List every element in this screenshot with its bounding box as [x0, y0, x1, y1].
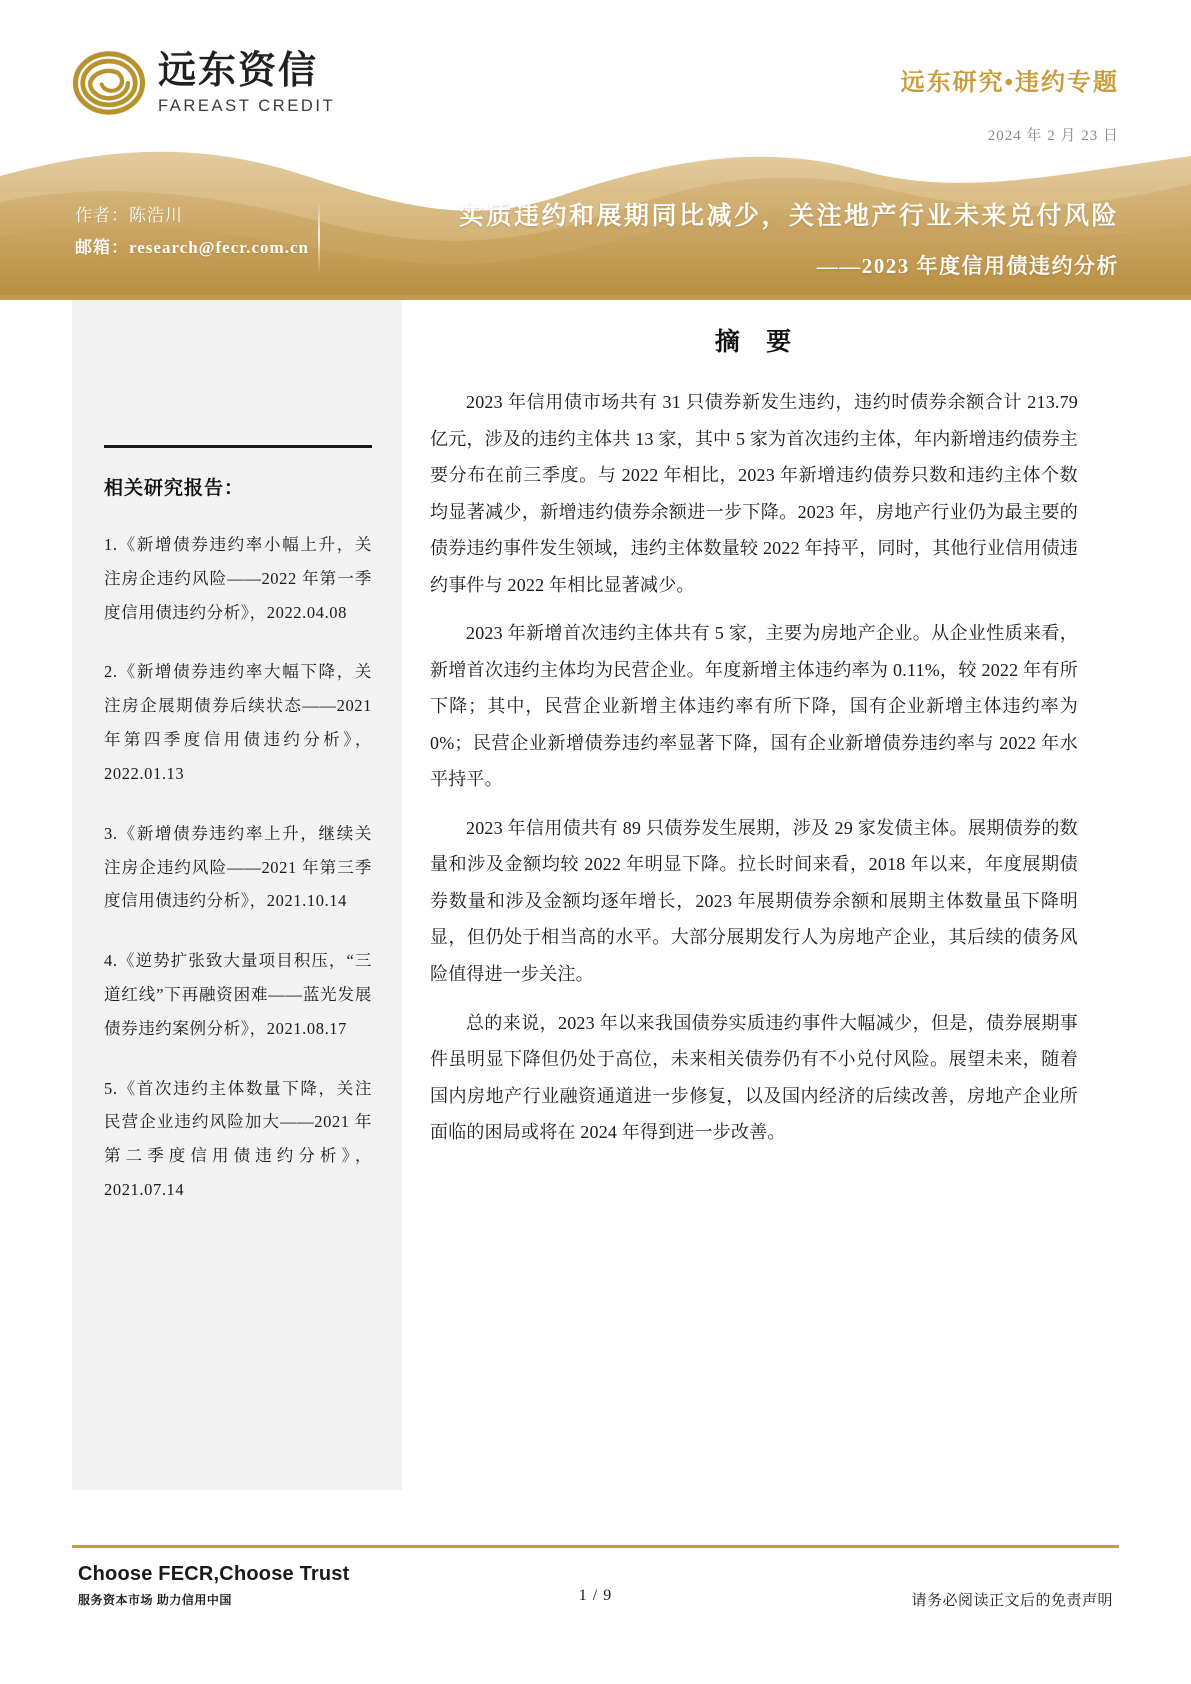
page-footer — [0, 1545, 1191, 1684]
footer-disclaimer-note: 请务必阅读正文后的免责声明 — [911, 1593, 1113, 1609]
footer-divider — [72, 1545, 1119, 1548]
brand-name-cn: 远东资信 — [158, 50, 319, 92]
author-email: 邮箱：research@fecr.com.cn — [75, 238, 309, 258]
abstract-paragraph: 2023 年新增首次违约主体共有 5 家，主要为房地产企业。从企业性质来看，新增首次违约主体均为民营企业。年度新增主体违约率为 0.11%，较 2022 年有所下降；其中，民营企业新增主体违约率有所下降，国有企业新增主体违约率为 0%；民营企业新增债券违约率显著下降，国有企业新增债券违约率与 2022 年水平持平。 — [430, 623, 1078, 790]
brand-logo — [72, 48, 335, 118]
brand-name-en: FAREAST CREDIT — [158, 97, 336, 116]
page-body — [0, 300, 1191, 1545]
header-meta — [901, 62, 1119, 145]
author-name: 作者：陈浩川 — [75, 206, 183, 225]
footer-slogan-en: Choose FECR,Choose Trust — [78, 1563, 350, 1585]
related-reports-sidebar — [72, 300, 402, 1490]
report-series-label: 远东研究•违约专题 — [900, 70, 1119, 96]
abstract-paragraph: 2023 年信用债市场共有 31 只债券新发生违约，违约时债券余额合计 213.79 亿元，涉及的违约主体共 13 家，其中 5 家为首次违约主体，年内新增违约债券主要分布在前三季度。与 2022 年相比，2023 年新增违约债券只数和违约主体个数均显著减少，新增违约债券余额进一步下降。2023 年，房地产行业仍为最主要的债券违约事件发生领域，违约主体数量较 2022 年持平，同时，其他行业信用债违约事件与 2022 年相比显著减少。 — [430, 392, 1078, 595]
footer-slogan-cn: 服务资本市场 助力信用中国 — [78, 1593, 232, 1607]
banner-vertical-divider — [318, 202, 320, 274]
related-report-item[interactable]: 3.《新增债券违约率上升，继续关注房企违约风险——2021 年第三季度信用债违约分析》，2021.10.14 — [104, 823, 372, 911]
report-title-block — [459, 196, 1119, 280]
report-date: 2024 年 2 月 23 日 — [987, 128, 1119, 144]
abstract-section — [430, 300, 1078, 1163]
sidebar-divider — [104, 445, 372, 448]
abstract-paragraph: 2023 年信用债共有 89 只债券发生展期，涉及 29 家发债主体。展期债券的数量和涉及金额均较 2022 年明显下降。拉长时间来看，2018 年以来，年度展期债券数量和涉及金额均逐年增长，2023 年展期债券余额和展期主体数量虽下降明显，但仍处于相当高的水平。大部分展期发行人为房地产企业，其后续的债务风险值得进一步关注。 — [430, 817, 1078, 984]
related-report-item[interactable]: 2.《新增债券违约率大幅下降，关注房企展期债券后续状态——2021 年第四季度信用债违约分析》，2022.01.13 — [104, 662, 372, 783]
related-report-item[interactable]: 5.《首次违约主体数量下降，关注民营企业违约风险加大——2021 年第二季度信用债违约分析》，2021.07.14 — [104, 1078, 372, 1199]
title-banner — [0, 140, 1191, 300]
report-title: 实质违约和展期同比减少，关注地产行业未来兑付风险 — [458, 203, 1119, 230]
fareast-credit-spiral-logo-icon — [72, 48, 146, 118]
related-report-item[interactable]: 4.《逆势扩张致大量项目积压，“三道红线”下再融资困难——蓝光发展债券违约案例分析》，2021.08.17 — [104, 951, 372, 1038]
abstract-paragraph: 总的来说，2023 年以来我国债券实质违约事件大幅减少，但是，债券展期事件虽明显下降但仍处于高位，未来相关债券仍有不小兑付风险。展望未来，随着国内房地产行业融资通道进一步修复，以及国内经济的后续改善，房地产企业所面临的困局或将在 2024 年得到进一步改善。 — [430, 1012, 1078, 1143]
sidebar-heading: 相关研究报告： — [104, 478, 245, 499]
related-report-item[interactable]: 1.《新增债券违约率小幅上升，关注房企违约风险——2022 年第一季度信用债违约分析》，2022.04.08 — [104, 535, 372, 622]
author-block — [75, 200, 309, 265]
report-subtitle: ——2023 年度信用债违约分析 — [816, 254, 1119, 278]
brand-wordmark — [158, 48, 335, 116]
page-number: 1 / 9 — [578, 1587, 613, 1604]
abstract-heading: 摘 要 — [714, 329, 802, 356]
